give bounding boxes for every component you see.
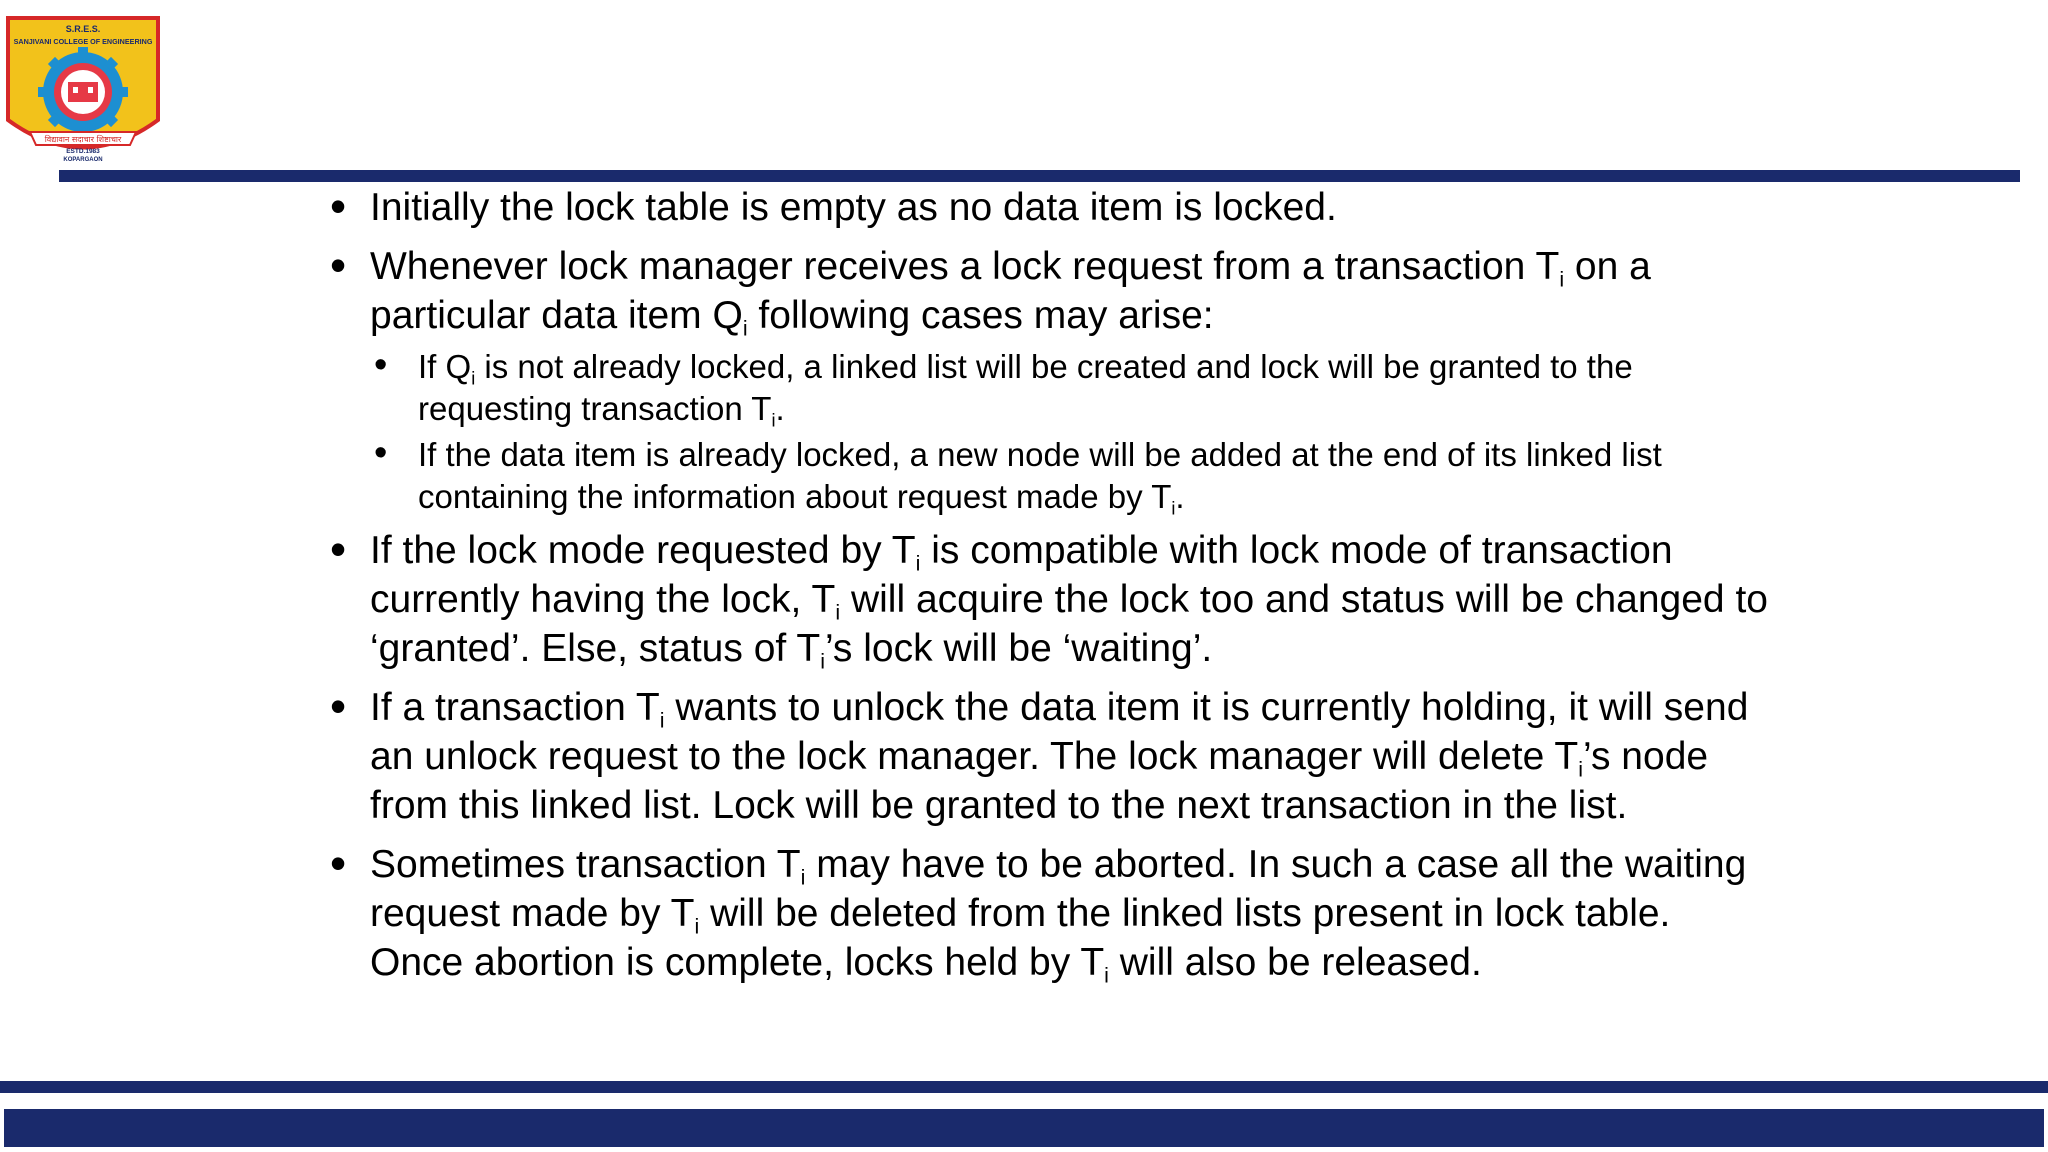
bullet-1 xyxy=(330,183,1770,232)
bullet-5 xyxy=(330,840,1770,987)
subscript-i: i xyxy=(659,708,665,733)
sub-bullet-2-text: If the data item is already locked, a new node will be added at the end of its linked list containing the information about request made by T xyxy=(418,436,1662,515)
header-rule xyxy=(59,170,2020,182)
footer-bar xyxy=(4,1109,2044,1147)
bullet-4-text: ’s node from this linked list. Lock will be granted to the next transaction in the list. xyxy=(370,735,1709,827)
bullet-2-text: Whenever lock manager receives a lock request from a transaction T xyxy=(370,245,1560,288)
bullet-2-text: following cases may arise: xyxy=(747,294,1214,337)
footer-rule xyxy=(0,1081,2048,1093)
subscript-i: i xyxy=(835,600,841,625)
bullet-3-text: is compatible with lock mode of transaction currently having the lock, T xyxy=(370,529,1673,621)
bullet-list xyxy=(330,183,1770,987)
bullet-5-text: will also be released. xyxy=(1108,941,1482,984)
subscript-i: i xyxy=(471,368,476,389)
bullet-4-text: wants to unlock the data item it is currently holding, it will send an unlock request to the lock manager. The lock manager will delete T xyxy=(370,686,1749,778)
sub-bullet-list xyxy=(370,346,1770,518)
subscript-i: i xyxy=(1559,267,1565,292)
bullet-3-text: will acquire the lock too and status will be changed to ‘granted’. Else, status of T xyxy=(370,578,1768,670)
subscript-i: i xyxy=(1171,498,1176,519)
subscript-i: i xyxy=(742,316,748,341)
bullet-2-text: on a particular data item Q xyxy=(370,245,1651,337)
logo-college-name: SANJIVANI COLLEGE OF ENGINEERING xyxy=(13,37,153,46)
sub-bullet-2 xyxy=(374,434,1770,518)
bullet-1-text: Initially the lock table is empty as no data item is locked. xyxy=(370,186,1337,229)
subscript-i: i xyxy=(1578,757,1584,782)
bullet-4 xyxy=(330,683,1770,830)
subscript-i: i xyxy=(694,914,700,939)
sub-bullet-2-text: . xyxy=(1175,478,1185,515)
slide-content xyxy=(330,183,1770,997)
bullet-5-text: will be deleted from the linked lists present in lock table. Once abortion is complete, locks held by T xyxy=(370,892,1671,984)
bullet-5-text: Sometimes transaction T xyxy=(370,843,801,886)
bullet-4-text: If a transaction T xyxy=(370,686,660,729)
logo-place: KOPARGAON xyxy=(63,157,103,163)
subscript-i: i xyxy=(771,410,776,431)
bullet-3-text: ’s lock will be ‘waiting’. xyxy=(824,627,1213,670)
bullet-5-text: may have to be aborted. In such a case all the waiting request made by T xyxy=(370,843,1747,935)
bullet-3-text: If the lock mode requested by T xyxy=(370,529,916,572)
bullet-2 xyxy=(330,242,1770,518)
sub-bullet-1-text: If Q xyxy=(418,348,472,385)
logo-estd: ESTD.1983 xyxy=(66,148,100,155)
subscript-i: i xyxy=(915,551,921,576)
subscript-i: i xyxy=(1104,963,1109,988)
subscript-i: i xyxy=(800,865,806,890)
logo-motto: विद्यावान सदाचार शिष्टाचार xyxy=(44,135,122,144)
logo-top-text: S.R.E.S. xyxy=(65,24,101,34)
bullet-3 xyxy=(330,526,1770,673)
sub-bullet-1 xyxy=(374,346,1770,430)
subscript-i: i xyxy=(820,649,825,674)
college-logo xyxy=(2,10,164,168)
sub-bullet-1-text: is not already locked, a linked list will be created and lock will be granted to the requesting transaction T xyxy=(418,348,1633,427)
sub-bullet-1-text: . xyxy=(775,390,785,427)
